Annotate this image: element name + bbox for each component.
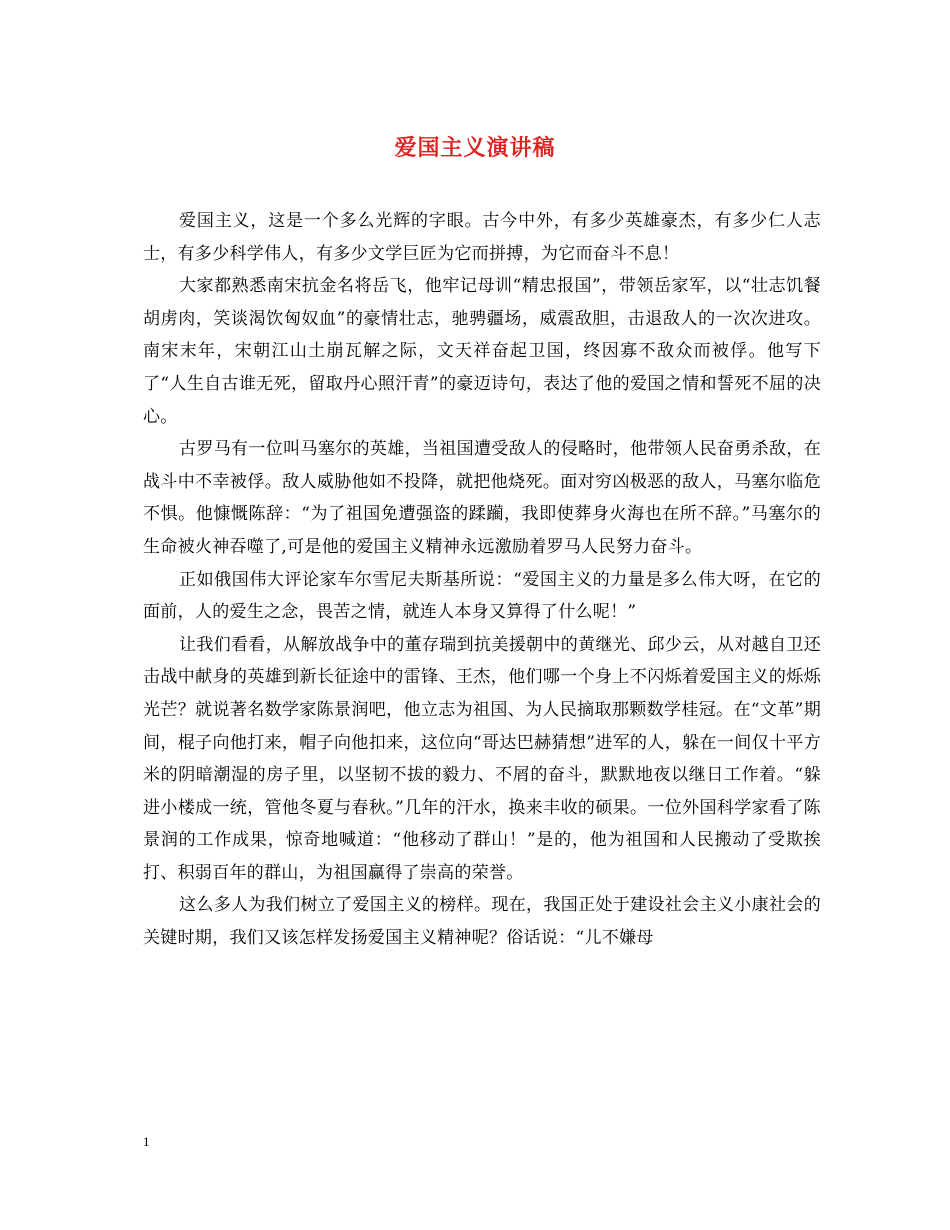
document-body	[143, 205, 821, 955]
paragraph-3: 古罗马有一位叫马塞尔的英雄，当祖国遭受敌人的侵略时，他带领人民奋勇杀敌，在战斗中不幸被俘。敌人威胁他如不投降，就把他烧死。面对穷凶极恶的敌人，马塞尔临危不惧。他慷慨陈辞：“为了祖国免遭强盗的蹂躏，我即使葬身火海也在所不辞。”马塞尔的生命被火神吞噬了,可是他的爱国主义精神永远激励着罗马人民努力奋斗。	[143, 439, 821, 557]
page-number: 1	[143, 1134, 150, 1149]
paragraph-2: 大家都熟悉南宋抗金名将岳飞，他牢记母训“精忠报国”，带领岳家军，以“壮志饥餐胡虏肉，笑谈渴饮匈奴血”的豪情壮志，驰骋疆场，威震敌胆，击退敌人的一次次进攻。南宋末年，宋朝江山土崩瓦解之际，文天祥奋起卫国，终因寡不敌众而被俘。他写下了“人生自古谁无死，留取丹心照汗青”的豪迈诗句，表达了他的爱国之情和誓死不屈的决心。	[143, 276, 821, 427]
document-title: 爱国主义演讲稿	[394, 135, 556, 161]
paragraph-4: 正如俄国伟大评论家车尔雪尼夫斯基所说：“爱国主义的力量是多么伟大呀，在它的面前，人的爱生之念，畏苦之情，就连人本身又算得了什么呢！”	[143, 569, 821, 623]
paragraph-6: 这么多人为我们树立了爱国主义的榜样。现在，我国正处于建设社会主义小康社会的关键时期，我们又该怎样发扬爱国主义精神呢？俗话说：“儿不嫌母	[143, 895, 821, 949]
paragraph-1: 爱国主义，这是一个多么光辉的字眼。古今中外，有多少英雄豪杰，有多少仁人志士，有多少科学伟人，有多少文学巨匠为它而拼搏，为它而奋斗不息！	[143, 211, 821, 264]
paragraph-5: 让我们看看，从解放战争中的董存瑞到抗美援朝中的黄继光、邱少云，从对越自卫还击战中献身的英雄到新长征途中的雷锋、王杰，他们哪一个身上不闪烁着爱国主义的烁烁光芒？就说著名数学家陈景润吧，他立志为祖国、为人民摘取那颗数学桂冠。在“文革”期间，棍子向他打来，帽子向他扣来，这位向“哥达巴赫猜想”进军的人，躲在一间仅十平方米的阴暗潮湿的房子里，以坚韧不拔的毅力、不屑的奋斗，默默地夜以继日工作着。“躲进小楼成一统，管他冬夏与春秋。”几年的汗水，换来丰收的硕果。一位外国科学家看了陈景润的工作成果，惊奇地喊道：“他移动了群山！”是的，他为祖国和人民搬动了受欺挨打、积弱百年的群山，为祖国赢得了崇高的荣誉。	[143, 634, 821, 883]
